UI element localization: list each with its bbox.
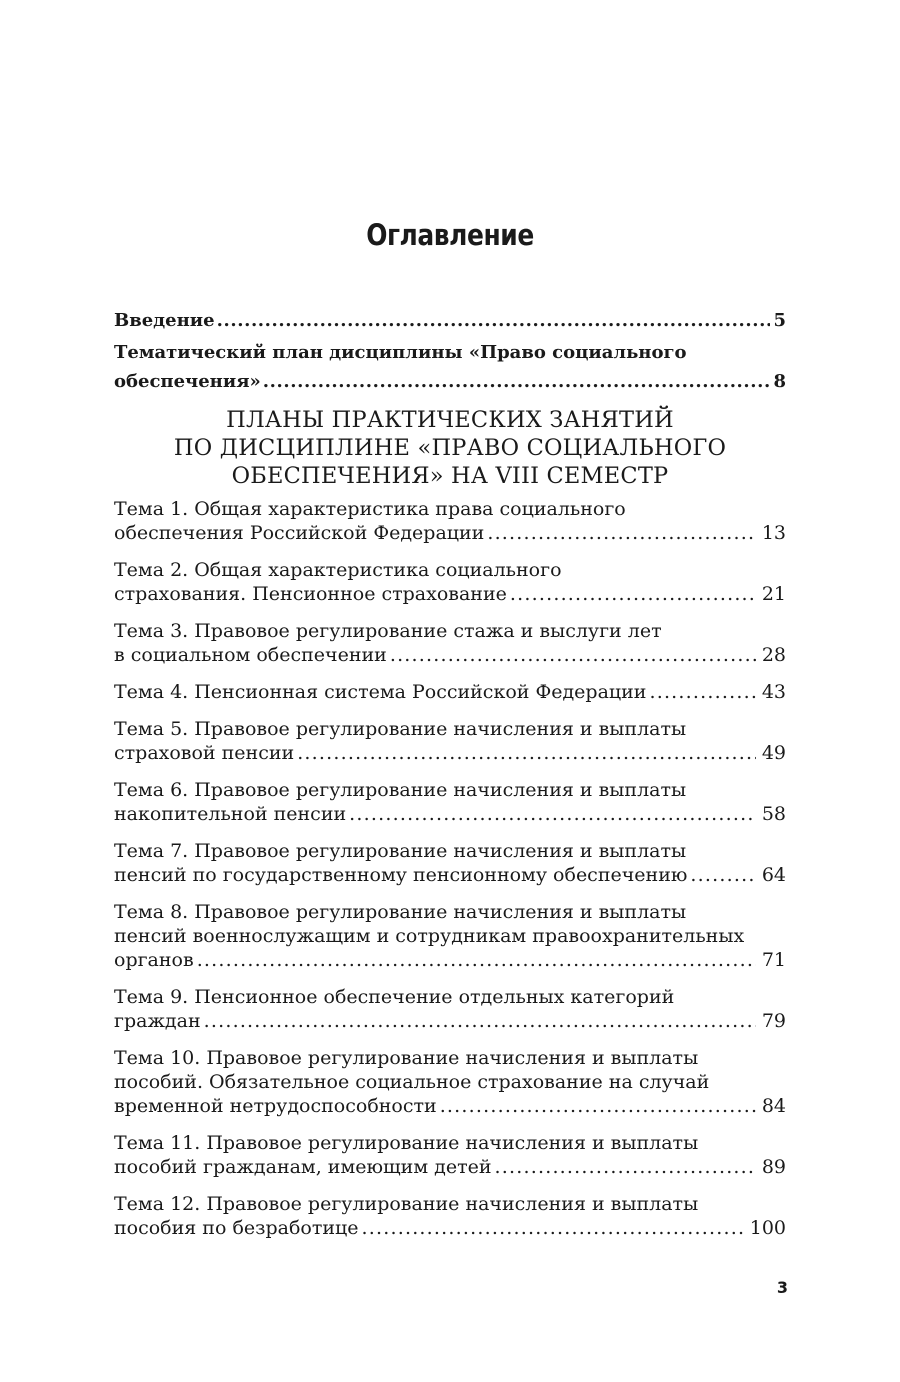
toc-entry-page: 8 xyxy=(773,371,786,392)
leader-dots xyxy=(349,802,756,826)
toc-entry-line: Тематический план дисциплины «Право социального xyxy=(114,342,687,363)
toc-entry-title: накопительной пенсии xyxy=(114,803,347,825)
toc-entry-topic-5[interactable] xyxy=(114,717,786,765)
toc-entry-title: пособия по безработице xyxy=(114,1217,359,1239)
toc-entry-last-line xyxy=(114,1155,786,1179)
leader-dots xyxy=(204,1009,756,1033)
toc-entry-title: в социальном обеспечении xyxy=(114,644,387,666)
toc-entry-page: 58 xyxy=(761,803,786,825)
section-heading-line: ПЛАНЫ ПРАКТИЧЕСКИХ ЗАНЯТИЙ xyxy=(226,407,674,433)
toc-entry-line: Тема 12. Правовое регулирование начисления и выплаты xyxy=(114,1193,699,1215)
toc-entry-page: 49 xyxy=(761,742,786,764)
toc-entry-page: 5 xyxy=(773,310,786,331)
toc-entry-last-line xyxy=(114,863,786,887)
leader-dots xyxy=(217,306,771,335)
toc-entry-topic-8[interactable] xyxy=(114,900,786,972)
leader-dots xyxy=(390,643,756,667)
leader-dots xyxy=(649,680,755,704)
toc-entry-page: 21 xyxy=(761,583,786,605)
toc-entry-line: Тема 9. Пенсионное обеспечение отдельных категорий xyxy=(114,986,675,1008)
toc-entry-last-line xyxy=(114,1009,786,1033)
toc-entry-title: страховой пенсии xyxy=(114,742,295,764)
leader-dots xyxy=(487,521,755,545)
toc-entry-topic-2[interactable] xyxy=(114,558,786,606)
toc-entry-page: 79 xyxy=(761,1010,786,1032)
toc-entry-title: пособий гражданам, имеющим детей xyxy=(114,1156,492,1178)
toc-entry-last-line xyxy=(114,680,786,704)
page-title: Оглавление xyxy=(366,218,534,252)
toc-entry-last-line xyxy=(114,521,786,545)
toc-entry-topic-9[interactable] xyxy=(114,985,786,1033)
toc-entry-page: 71 xyxy=(761,949,786,971)
toc-entry-last-line xyxy=(114,306,786,335)
toc-entry-page: 100 xyxy=(749,1217,786,1239)
toc-entry-topic-1[interactable] xyxy=(114,497,786,545)
toc-entry-thematic-plan[interactable] xyxy=(114,338,786,396)
toc-entry-title: граждан xyxy=(114,1010,201,1032)
leader-dots xyxy=(263,367,771,396)
toc-entry-last-line xyxy=(114,802,786,826)
toc-entry-last-line xyxy=(114,643,786,667)
toc-entry-last-line xyxy=(114,948,786,972)
toc-entry-line: Тема 2. Общая характеристика социального xyxy=(114,559,562,581)
page-number: 3 xyxy=(776,1278,788,1297)
toc-entry-page: 43 xyxy=(761,681,786,703)
toc-entry-last-line xyxy=(114,1094,786,1118)
toc-entry-page: 28 xyxy=(761,644,786,666)
toc-entry-line: Тема 8. Правовое регулирование начисления и выплаты xyxy=(114,901,687,923)
toc-entry-title: органов xyxy=(114,949,194,971)
toc-entry-line: Тема 6. Правовое регулирование начисления и выплаты xyxy=(114,779,687,801)
toc-entry-page: 64 xyxy=(761,864,786,886)
toc-entry-title: обеспечения» xyxy=(114,371,261,392)
toc-entry-line: Тема 5. Правовое регулирование начисления и выплаты xyxy=(114,718,687,740)
toc-entry-line: Тема 3. Правовое регулирование стажа и выслуги лет xyxy=(114,620,662,642)
table-of-contents xyxy=(114,306,786,1253)
leader-dots xyxy=(495,1155,756,1179)
toc-entry-line: Тема 10. Правовое регулирование начисления и выплаты xyxy=(114,1047,699,1069)
toc-entry-last-line xyxy=(114,741,786,765)
toc-entry-topic-11[interactable] xyxy=(114,1131,786,1179)
toc-entry-topic-12[interactable] xyxy=(114,1192,786,1240)
leader-dots xyxy=(297,741,756,765)
toc-entry-line: Тема 1. Общая характеристика права социального xyxy=(114,498,626,520)
toc-entry-topic-7[interactable] xyxy=(114,839,786,887)
toc-entry-topic-3[interactable] xyxy=(114,619,786,667)
toc-entry-last-line xyxy=(114,1216,786,1240)
toc-entry-topic-6[interactable] xyxy=(114,778,786,826)
toc-entry-line: Тема 7. Правовое регулирование начисления и выплаты xyxy=(114,840,687,862)
toc-entry-page: 84 xyxy=(761,1095,786,1117)
toc-entry-title: временной нетрудоспособности xyxy=(114,1095,437,1117)
toc-entry-introduction[interactable] xyxy=(114,306,786,335)
toc-entry-line: пособий. Обязательное социальное страхование на случай xyxy=(114,1071,710,1093)
section-heading-line: ОБЕСПЕЧЕНИЯ» НА VIII СЕМЕСТР xyxy=(231,463,669,489)
toc-entry-title: страхования. Пенсионное страхование xyxy=(114,583,507,605)
toc-entry-topic-4[interactable] xyxy=(114,680,786,704)
toc-entry-title: пенсий по государственному пенсионному обеспечению xyxy=(114,864,688,886)
toc-entry-last-line xyxy=(114,367,786,396)
section-heading xyxy=(114,406,786,490)
leader-dots xyxy=(197,948,756,972)
section-heading-line: ПО ДИСЦИПЛИНЕ «ПРАВО СОЦИАЛЬНОГО xyxy=(173,435,727,461)
leader-dots xyxy=(440,1094,756,1118)
toc-entry-line: Тема 11. Правовое регулирование начисления и выплаты xyxy=(114,1132,699,1154)
toc-entry-last-line xyxy=(114,582,786,606)
toc-entry-title: Введение xyxy=(114,310,215,331)
toc-entry-title: обеспечения Российской Федерации xyxy=(114,522,485,544)
toc-entry-line: пенсий военнослужащим и сотрудникам правоохранительных xyxy=(114,925,745,947)
toc-entry-topic-10[interactable] xyxy=(114,1046,786,1118)
leader-dots xyxy=(510,582,756,606)
toc-entry-page: 13 xyxy=(761,522,786,544)
toc-entry-title: Тема 4. Пенсионная система Российской Федерации xyxy=(114,681,647,703)
toc-entry-page: 89 xyxy=(761,1156,786,1178)
leader-dots xyxy=(690,863,755,887)
leader-dots xyxy=(362,1216,744,1240)
